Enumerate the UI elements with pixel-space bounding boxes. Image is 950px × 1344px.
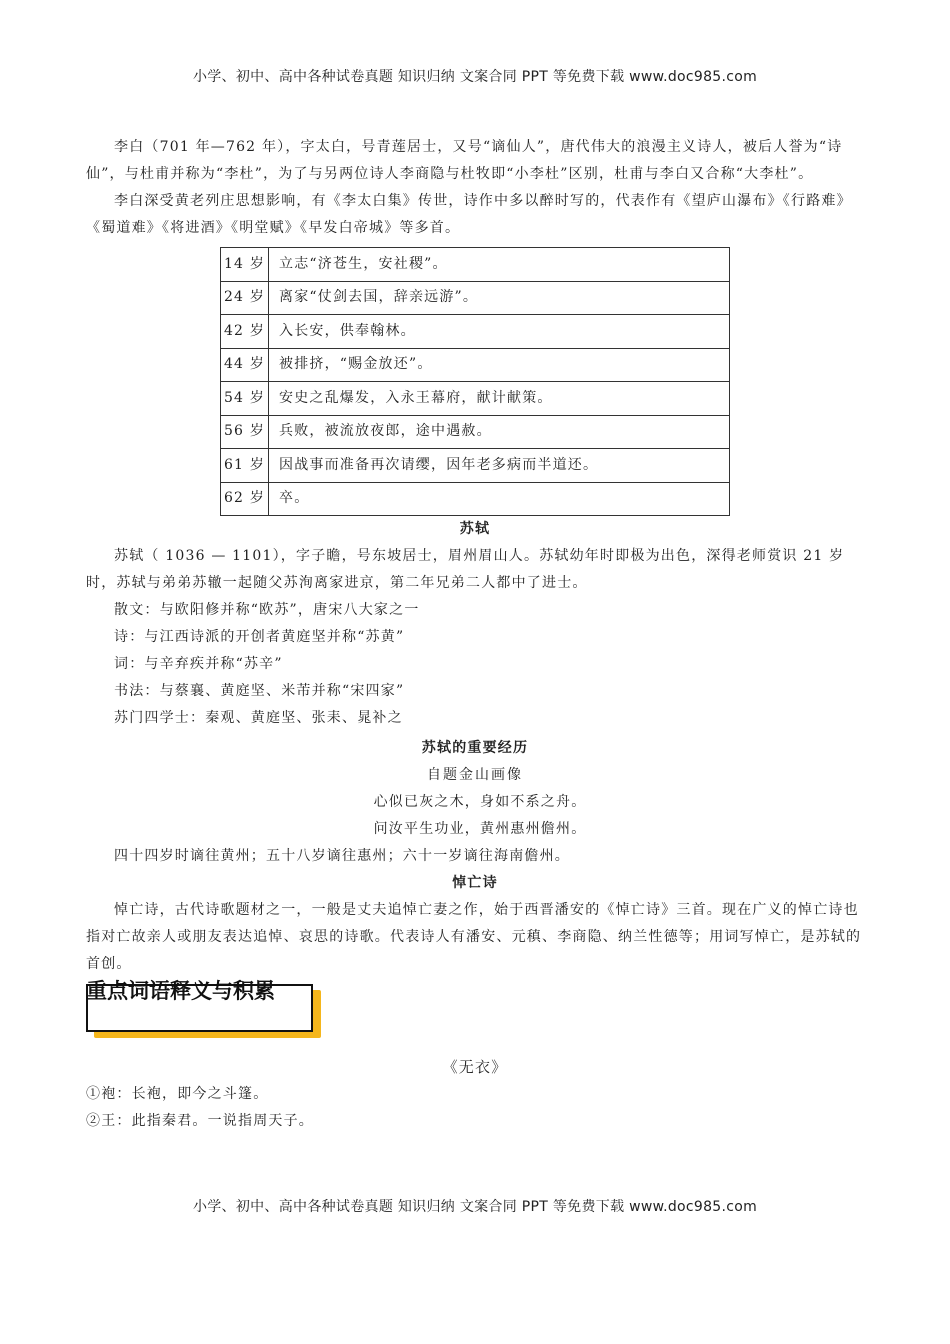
- timeline-event: 被排挤，“赐金放还”。: [269, 348, 730, 382]
- banner-title: 重点词语释义与积累: [86, 979, 275, 1003]
- poem-line-2: 问汝平生功业，黄州惠州儋州。: [373, 821, 587, 837]
- timeline-row: [221, 415, 730, 449]
- timeline-event: 兵败，被流放夜郎，途中遇赦。: [269, 415, 730, 449]
- daowang-heading: 悼亡诗: [452, 875, 498, 891]
- timeline-age: 62 岁: [221, 482, 269, 516]
- poem-title: 自题金山画像: [427, 767, 523, 783]
- libai-timeline-table: [220, 247, 730, 516]
- timeline-age: 56 岁: [221, 415, 269, 449]
- libai-intro-paragraph: 李白（701 年—762 年），字太白，号青莲居士，又号“谪仙人”，唐代伟大的浪漫主义诗人，被后人誉为“诗仙”，与杜甫并称为“李杜”，为了与另两位诗人李商隐与杜牧即“小李杜”区别，杜甫与李白又合称“大李杜”。: [86, 139, 843, 182]
- sushi-experience-heading: 苏轼的重要经历: [421, 740, 529, 756]
- sushi-exile-paragraph: 四十四岁时谪往黄州；五十八岁谪往惠州；六十一岁谪往海南儋州。: [114, 848, 570, 864]
- wuyi-title: 《无衣》: [442, 1058, 508, 1076]
- timeline-age: 42 岁: [221, 315, 269, 349]
- timeline-age: 24 岁: [221, 281, 269, 315]
- sushi-item-ci: 词：与辛弃疾并称“苏辛”: [114, 656, 283, 672]
- sushi-item-prose: 散文：与欧阳修并称“欧苏”，唐宋八大家之一: [114, 602, 420, 618]
- timeline-age: 44 岁: [221, 348, 269, 382]
- sushi-intro-paragraph: 苏轼（ 1036 — 1101），字子瞻，号东坡居士，眉州眉山人。苏轼幼年时即极为出色，深得老师赏识 21 岁时，苏轼与弟弟苏辙一起随父苏洵离家进京，第二年兄弟二人都中了进士。: [86, 548, 845, 591]
- page-header: 小学、初中、高中各种试卷真题 知识归纳 文案合同 PPT 等免费下载 www.doc985.com: [192, 69, 758, 85]
- timeline-age: 54 岁: [221, 382, 269, 416]
- section-banner: [86, 979, 864, 1044]
- timeline-row: [221, 449, 730, 483]
- timeline-event: 因战事而准备再次请缨，因年老多病而半道还。: [269, 449, 730, 483]
- timeline-row: [221, 315, 730, 349]
- timeline-row: [221, 382, 730, 416]
- timeline-age: 14 岁: [221, 248, 269, 282]
- vocab-item-1: ①袍：长袍，即今之斗篷。: [86, 1086, 269, 1102]
- sushi-heading: 苏轼: [459, 521, 491, 537]
- main-content: [86, 134, 864, 1135]
- timeline-row: [221, 281, 730, 315]
- libai-works-paragraph: 李白深受黄老列庄思想影响，有《李太白集》传世，诗作中多以醉时写的，代表作有《望庐山瀑布》《行路难》《蜀道难》《将进酒》《明堂赋》《早发白帝城》等多首。: [86, 193, 852, 236]
- page-footer: 小学、初中、高中各种试卷真题 知识归纳 文案合同 PPT 等免费下载 www.doc985.com: [192, 1199, 758, 1215]
- vocab-item-2: ②王：此指秦君。一说指周天子。: [86, 1113, 314, 1129]
- sushi-item-poetry: 诗：与江西诗派的开创者黄庭坚并称“苏黄”: [114, 629, 405, 645]
- timeline-event: 安史之乱爆发，入永王幕府，献计献策。: [269, 382, 730, 416]
- sushi-item-scholars: 苏门四学士：秦观、黄庭坚、张耒、晁补之: [114, 710, 403, 726]
- timeline-row: [221, 482, 730, 516]
- timeline-event: 卒。: [269, 482, 730, 516]
- timeline-event: 立志“济苍生，安社稷”。: [269, 248, 730, 282]
- timeline-age: 61 岁: [221, 449, 269, 483]
- sushi-item-calligraphy: 书法：与蔡襄、黄庭坚、米芾并称“宋四家”: [114, 683, 405, 699]
- timeline-event: 离家“仗剑去国，辞亲远游”。: [269, 281, 730, 315]
- timeline-event: 入长安，供奉翰林。: [269, 315, 730, 349]
- poem-line-1: 心似已灰之木，身如不系之舟。: [373, 794, 587, 810]
- daowang-paragraph: 悼亡诗，古代诗歌题材之一，一般是丈夫追悼亡妻之作，始于西晋潘安的《悼亡诗》三首。现在广义的悼亡诗也指对亡故亲人或朋友表达追悼、哀思的诗歌。代表诗人有潘安、元稹、李商隐、纳兰性德等；用词写悼亡，是苏轼的首创。: [86, 902, 862, 972]
- timeline-row: [221, 248, 730, 282]
- timeline-row: [221, 348, 730, 382]
